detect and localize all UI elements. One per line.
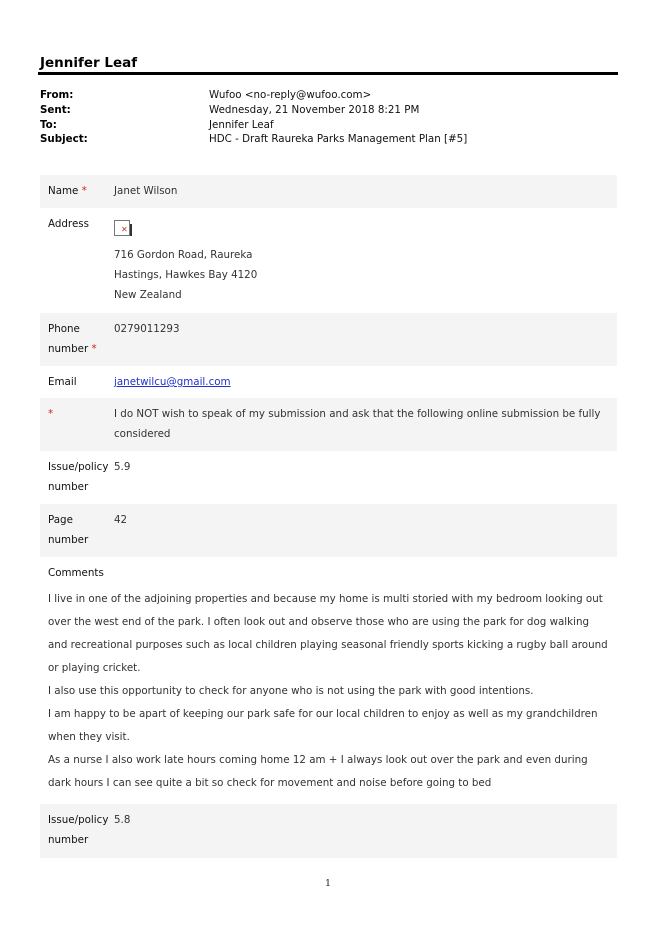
header-sent-row [40, 103, 620, 118]
address-label: Address [48, 218, 90, 230]
from-label: From: [40, 89, 74, 102]
comment-paragraph: As a nurse I also work late hours coming home 12 am + I always look out over the park and even during dark hours I can see quite a bit so check for movement and noise before going to bed [48, 754, 588, 789]
email-header [40, 88, 620, 147]
comments-section [40, 557, 617, 795]
comments-label: Comments [48, 567, 104, 579]
speak-preference-row [40, 398, 617, 451]
name-value: Janet Wilson [114, 185, 178, 197]
address-line: 716 Gordon Road, Raureka [114, 249, 253, 261]
name-row [40, 175, 617, 208]
speak-value: I do NOT wish to speak of my submission and ask that the following online submission be fully considered [114, 408, 601, 440]
required-mark: * [48, 408, 54, 420]
from-value: Wufoo <no-reply@wufoo.com> [209, 89, 372, 102]
page-number: 1 [324, 878, 332, 889]
to-value: Jennifer Leaf [209, 118, 274, 131]
email-row [40, 366, 617, 398]
phone-value: 0279011293 [114, 323, 180, 335]
comment-paragraph: I also use this opportunity to check for anyone who is not using the park with good intentions. [48, 685, 534, 697]
email-label: Email [48, 376, 77, 388]
page-number-row [40, 504, 617, 557]
phone-label: Phone number * [48, 323, 97, 355]
speak-label [48, 404, 114, 444]
issue-policy-row [40, 451, 617, 504]
required-mark: * [81, 185, 87, 197]
address-row [40, 208, 617, 313]
address-line: Hastings, Hawkes Bay 4120 [114, 269, 258, 281]
title-divider [38, 72, 618, 75]
page-number-value: 42 [114, 514, 128, 526]
issue-policy-value: 5.9 [114, 461, 131, 473]
sent-value: Wednesday, 21 November 2018 8:21 PM [209, 104, 420, 117]
issue-policy-value: 5.8 [114, 814, 131, 826]
sent-label: Sent: [40, 104, 71, 117]
header-to-row [40, 117, 620, 132]
subject-label: Subject: [40, 133, 88, 146]
address-value [114, 214, 609, 305]
subject-value: HDC - Draft Raureka Parks Management Plan [#5] [209, 133, 468, 146]
to-label: To: [40, 118, 57, 131]
comments-body [48, 588, 609, 795]
submission-form [40, 175, 617, 858]
required-mark: * [91, 343, 97, 355]
comment-paragraph: I am happy to be apart of keeping our park safe for our local children to enjoy as well as my grandchildren when they visit. [48, 708, 598, 743]
issue-policy-label: Issue/policy number [48, 461, 109, 493]
page-number-label: Page number [48, 514, 89, 546]
page-title: Jennifer Leaf [40, 55, 138, 71]
broken-image-icon: ✕ [114, 220, 130, 236]
issue-policy-label: Issue/policy number [48, 814, 109, 846]
email-link[interactable]: janetwilcu@gmail.com [114, 376, 231, 388]
comment-paragraph: I live in one of the adjoining properties and because my home is multi storied with my bedroom looking out over the west end of the park. I often look out and observe those who are using the park for dog walking and recreational purposes such as local children playing seasonal friendly sports kicking a rugby ball around or playing cricket. [48, 593, 608, 674]
phone-row [40, 313, 617, 366]
issue-policy-row-2 [40, 804, 617, 858]
address-line: New Zealand [114, 289, 182, 301]
header-from-row [40, 88, 620, 103]
name-label: Name * [48, 185, 87, 197]
header-subject-row [40, 132, 620, 147]
